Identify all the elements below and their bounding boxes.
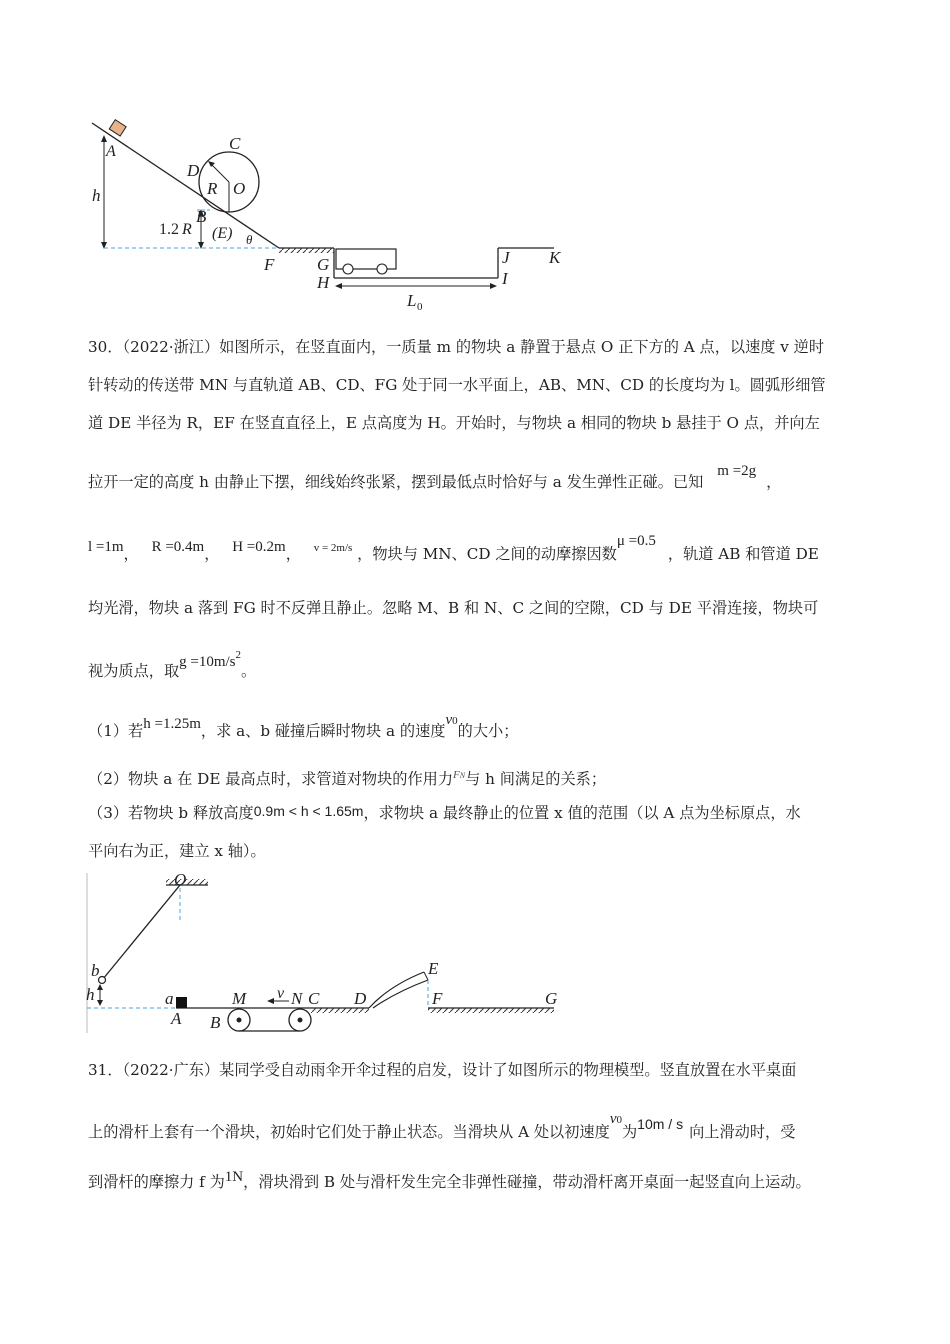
FN-symbol: FN <box>453 769 466 781</box>
v0-symbol-31: v0 <box>609 1111 622 1127</box>
label-F: F <box>264 255 275 274</box>
label-J: J <box>502 248 510 267</box>
q31-line3-end: ，滑块滑到 B 处与滑杆发生完全非弹性碰撞，带动滑杆离开桌面一起竖直向上运动。 <box>243 1173 811 1191</box>
label-B: B <box>210 1013 221 1032</box>
label-D: D <box>354 989 367 1008</box>
g-exponent: 2 <box>235 649 242 661</box>
label-v: v <box>277 985 285 1002</box>
label-R: R <box>207 179 218 198</box>
q30-line4-text: 拉开一定的高度 h 由静止下摆，细线始终张紧，摆到最低点时恰好与 a 发生弹性正碰。已知 <box>88 473 704 491</box>
label-L0: L <box>407 291 417 310</box>
q30-line5: l =1m， R =0.4m， H =0.2m， $^{v = 2m/s}$ ，物块与 MN、CD 之间的动摩擦因数μ =0.5，轨道 AB 和管道 DE <box>88 533 819 563</box>
label-L0-sub: 0 <box>417 301 423 313</box>
v-equation: v = 2m/s <box>313 542 353 554</box>
q30-line4-end: ， <box>766 473 782 491</box>
label-O: O <box>174 870 187 889</box>
label-E: E <box>428 959 439 978</box>
label-F: F <box>432 989 443 1008</box>
label-theta: θ <box>246 232 253 247</box>
q30-part3 <box>88 803 801 823</box>
label-1.2R: R <box>182 221 192 238</box>
block-a <box>176 997 187 1008</box>
label-I: I <box>502 269 508 288</box>
label-b: b <box>91 961 100 980</box>
label-D: D <box>187 161 200 180</box>
figure-conveyor-tube <box>84 868 574 1038</box>
q30-line1: 30．（2022·浙江）如图所示，在竖直面内，一质量 m 的物块 a 静置于悬点 O 正下方的 A 点，以速度 v 逆时 <box>88 338 825 356</box>
q31-line2-for: 为 <box>621 1123 638 1141</box>
q31-line2 <box>88 1111 796 1144</box>
h-equation: h =1.25m <box>143 716 201 732</box>
label-C: C <box>308 989 320 1008</box>
q30-part2 <box>88 769 606 792</box>
label-1.2: 1.2 <box>159 221 179 238</box>
block-b <box>99 977 106 984</box>
part1-text: （1）若 <box>88 722 144 740</box>
q30-line3: 道 DE 半径为 R，EF 在竖直直径上，E 点高度为 H。开始时，与物块 a 相同的物块 b 悬挂于 O 点，并向左 <box>88 414 820 432</box>
label-H: H <box>317 273 330 292</box>
q30-line6: 均光滑，物块 a 落到 FG 时不反弹且静止。忽略 M、B 和 N、C 之间的空隙，CD 与 DE 平滑连接，物块可 <box>88 599 819 617</box>
q30-line7 <box>88 649 257 683</box>
q31-line1: 31．（2022·广东）某同学受自动雨伞开伞过程的启发，设计了如图所示的物理模型。竖直放置在水平桌面 <box>88 1061 797 1079</box>
part1-text2: ，求 a、b 碰撞后瞬时物块 a 的速度 <box>200 722 446 740</box>
q30-part1 <box>88 712 519 743</box>
part3-text: （3）若物块 b 释放高度 <box>88 804 254 822</box>
q30-line5-text: ，物块与 MN、CD 之间的动摩擦因数 <box>357 545 617 563</box>
q30-line2: 针转动的传送带 MN 与直轨道 AB、CD、FG 处于同一水平面上，AB、MN、CD 的长度均为 l。圆弧形细管 <box>88 376 826 394</box>
force-value: 1N <box>224 1169 244 1185</box>
label-E: (E) <box>212 225 233 242</box>
label-G: G <box>317 255 330 274</box>
label-A: A <box>106 143 116 160</box>
label-K: K <box>549 248 561 267</box>
part2-text2: 与 h 间满足的关系； <box>465 770 607 788</box>
part1-text3: 的大小； <box>457 722 519 740</box>
m-equation: m =2g <box>717 463 757 479</box>
q31-line2-text: 上的滑杆上套有一个滑块，初始时它们处于静止状态。当滑块从 A 处以初速度 <box>88 1123 610 1141</box>
label-h: h <box>92 186 101 205</box>
q30-line7-text: 视为质点，取 <box>88 662 180 680</box>
q31-line3 <box>88 1169 811 1193</box>
mu-equation: μ =0.5 <box>616 533 656 549</box>
part3-text2: ，求物块 a 最终静止的位置 x 值的范围（以 A 点为坐标原点，水 <box>363 804 801 822</box>
figure-incline-loop <box>84 118 584 318</box>
q31-line3-text: 到滑杆的摩擦力 f 为 <box>88 1173 225 1191</box>
H-equation: H =0.2m <box>232 539 286 555</box>
part2-text: （2）物块 a 在 DE 最高点时，求管道对物块的作用力 <box>88 770 454 788</box>
v0-symbol: v0 <box>445 712 458 728</box>
label-M: M <box>232 989 247 1008</box>
q30-line5-end: ，轨道 AB 和管道 DE <box>667 545 819 563</box>
pendulum-string <box>103 885 180 979</box>
label-a: a <box>165 989 174 1008</box>
label-N: N <box>291 989 303 1008</box>
q30-line4 <box>88 463 782 493</box>
label-A: A <box>171 1009 182 1028</box>
speed-value: 10m / s <box>637 1116 684 1132</box>
R-equation: R =0.4m <box>151 539 205 555</box>
h-range: 0.9m < h < 1.65m <box>253 803 364 819</box>
q31-line2-end: 向上滑动时，受 <box>689 1123 796 1141</box>
block-a <box>109 120 126 136</box>
g-equation: g =10m/s <box>179 654 236 670</box>
q30-line7-end: 。 <box>241 662 257 680</box>
label-C: C <box>229 134 241 153</box>
label-B: B <box>196 207 207 226</box>
l-equation: l =1m <box>88 539 124 555</box>
label-G: G <box>545 989 558 1008</box>
label-h: h <box>86 985 95 1004</box>
q30-part3-line2: 平向右为正，建立 x 轴）。 <box>88 842 266 860</box>
label-O: O <box>233 179 246 198</box>
